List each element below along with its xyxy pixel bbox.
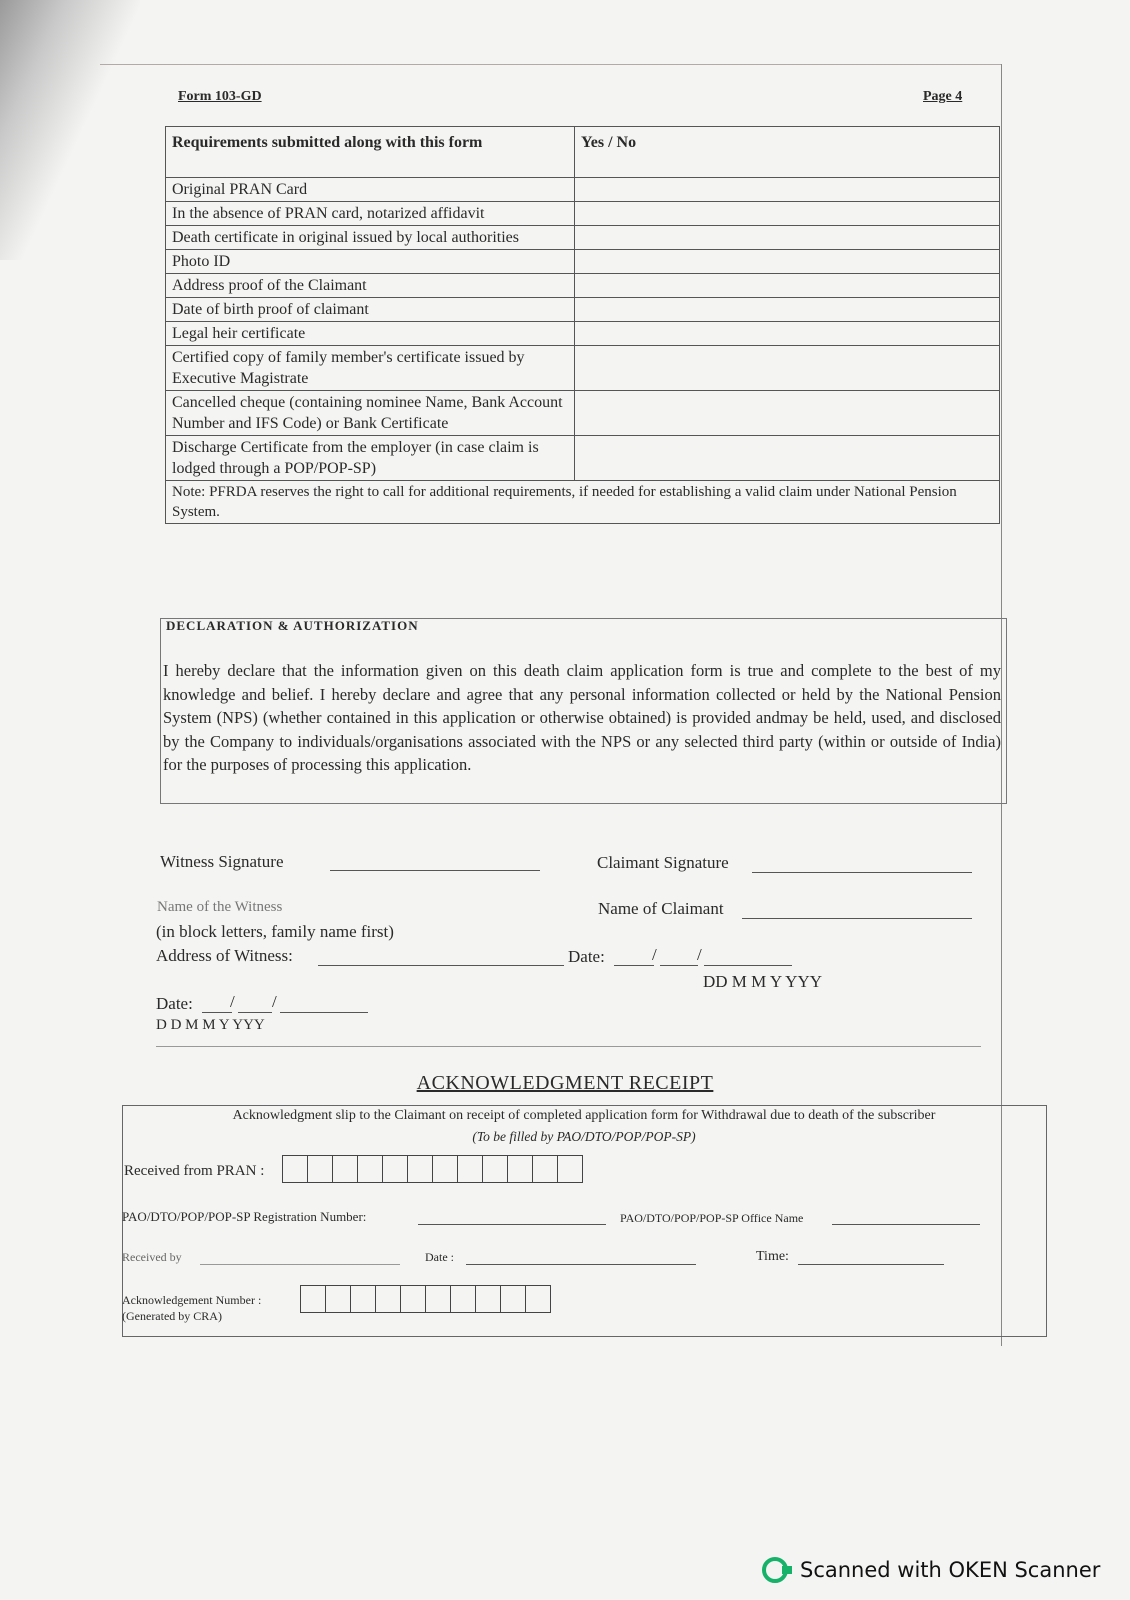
declaration-title: DECLARATION & AUTHORIZATION [166,618,419,633]
witness-date-day[interactable] [202,1012,232,1013]
date-separator: / [272,992,277,1011]
witness-name-label: Name of the Witness [157,899,283,915]
form-id: Form 103-GD [178,89,262,104]
received-from-pran-label: Received from PRAN : [124,1163,265,1179]
received-by-label: Received by [122,1250,182,1264]
requirement-item: Cancelled cheque (containing nominee Name, Bank Account Number and IFS Code) or Bank Certificate [166,391,575,436]
received-by-line[interactable] [200,1264,400,1265]
table-row [166,391,1000,436]
claimant-date-day[interactable] [614,965,654,966]
pran-input-boxes[interactable] [282,1155,583,1183]
ack-number-label: Acknowledgement Number : [122,1293,262,1307]
requirements-note: Note: PFRDA reserves the right to call for additional requirements, if needed for establishing a valid claim under National Pension System. [166,481,1000,524]
claimant-name-label: Name of Claimant [598,899,724,918]
table-header-row [166,127,1000,178]
yes-no-cell[interactable] [575,391,1000,436]
generated-by-label: (Generated by CRA) [122,1309,222,1323]
yes-no-cell[interactable] [575,178,1000,202]
table-note-row [166,481,1000,524]
claimant-name-line[interactable] [742,918,972,919]
date-separator: / [230,992,235,1011]
requirement-item: Address proof of the Claimant [166,274,575,298]
ack-time-line[interactable] [798,1264,944,1265]
ack-date-label: Date : [425,1250,454,1264]
date-separator: / [652,945,657,964]
requirement-item: Death certificate in original issued by local authorities [166,226,575,250]
requirements-table [165,126,1000,524]
table-row [166,298,1000,322]
page-number: Page 4 [923,89,963,104]
witness-name-hint: (in block letters, family name first) [156,922,394,941]
yes-no-cell[interactable] [575,226,1000,250]
acknowledgment-title: ACKNOWLEDGMENT RECEIPT [416,1072,714,1094]
scan-shadow [0,0,140,260]
claimant-signature-line[interactable] [752,872,972,873]
requirement-item: In the absence of PRAN card, notarized affidavit [166,202,575,226]
requirement-item: Photo ID [166,250,575,274]
yes-no-cell[interactable] [575,322,1000,346]
page-border-top [100,64,1002,65]
yes-no-cell[interactable] [575,436,1000,481]
requirement-item: Date of birth proof of claimant [166,298,575,322]
table-row [166,226,1000,250]
yes-no-cell[interactable] [575,346,1000,391]
table-row [166,436,1000,481]
acknowledgment-fill-note: (To be filled by PAO/DTO/POP/POP-SP) [472,1129,696,1144]
table-row [166,178,1000,202]
scanner-watermark [762,1557,1100,1583]
claimant-date-label: Date: [568,947,605,966]
claimant-date-format: DD M M Y YYY [703,972,822,991]
registration-number-line[interactable] [418,1224,606,1225]
section-divider [156,1046,981,1047]
table-row [166,202,1000,226]
scanner-logo-icon [762,1557,788,1583]
acknowledgment-slip-text: Acknowledgment slip to the Claimant on receipt of completed application form for Withdrawal due to death of the subscriber [232,1108,936,1123]
registration-number-label: PAO/DTO/POP/POP-SP Registration Number: [122,1209,367,1224]
requirement-column-header: Requirements submitted along with this form [166,127,575,178]
ack-number-input-boxes[interactable] [300,1285,551,1313]
requirement-item: Certified copy of family member's certificate issued by Executive Magistrate [166,346,575,391]
table-row [166,274,1000,298]
witness-date-year[interactable] [280,1012,368,1013]
yes-no-cell[interactable] [575,298,1000,322]
claimant-date-month[interactable] [660,965,698,966]
ack-time-label: Time: [756,1249,789,1264]
table-row [166,322,1000,346]
yes-no-cell[interactable] [575,274,1000,298]
yes-no-column-header: Yes / No [575,127,1000,178]
yes-no-cell[interactable] [575,202,1000,226]
requirement-item: Original PRAN Card [166,178,575,202]
witness-date-month[interactable] [238,1012,272,1013]
witness-date-label: Date: [156,994,193,1013]
claimant-date-year[interactable] [704,965,792,966]
declaration-text: I hereby declare that the information given on this death claim application form is true and complete to the best of my knowledge and belief. I hereby declare and agree that any personal information collected or held by the National Pension System (NPS) (whether contained in this application or otherwise obtained) is provided andmay be held, used, and disclosed by the Company to individuals/organisations associated with the NPS or any selected third party (within or outside of India) for the purposes of processing this application. [163,661,1001,774]
yes-no-cell[interactable] [575,250,1000,274]
witness-signature-line[interactable] [330,870,540,871]
witness-date-format: D D M M Y YYY [156,1017,265,1033]
witness-signature-label: Witness Signature [160,852,284,871]
office-name-label: PAO/DTO/POP/POP-SP Office Name [620,1211,804,1225]
requirement-item: Discharge Certificate from the employer (in case claim is lodged through a POP/POP-SP) [166,436,575,481]
scanner-watermark-text: Scanned with OKEN Scanner [800,1558,1101,1582]
table-row [166,250,1000,274]
requirement-item: Legal heir certificate [166,322,575,346]
witness-address-line[interactable] [318,965,564,966]
office-name-line[interactable] [832,1224,980,1225]
witness-address-label: Address of Witness: [156,946,293,965]
table-row [166,346,1000,391]
claimant-signature-label: Claimant Signature [597,853,729,872]
ack-date-line[interactable] [466,1264,696,1265]
date-separator: / [697,945,702,964]
